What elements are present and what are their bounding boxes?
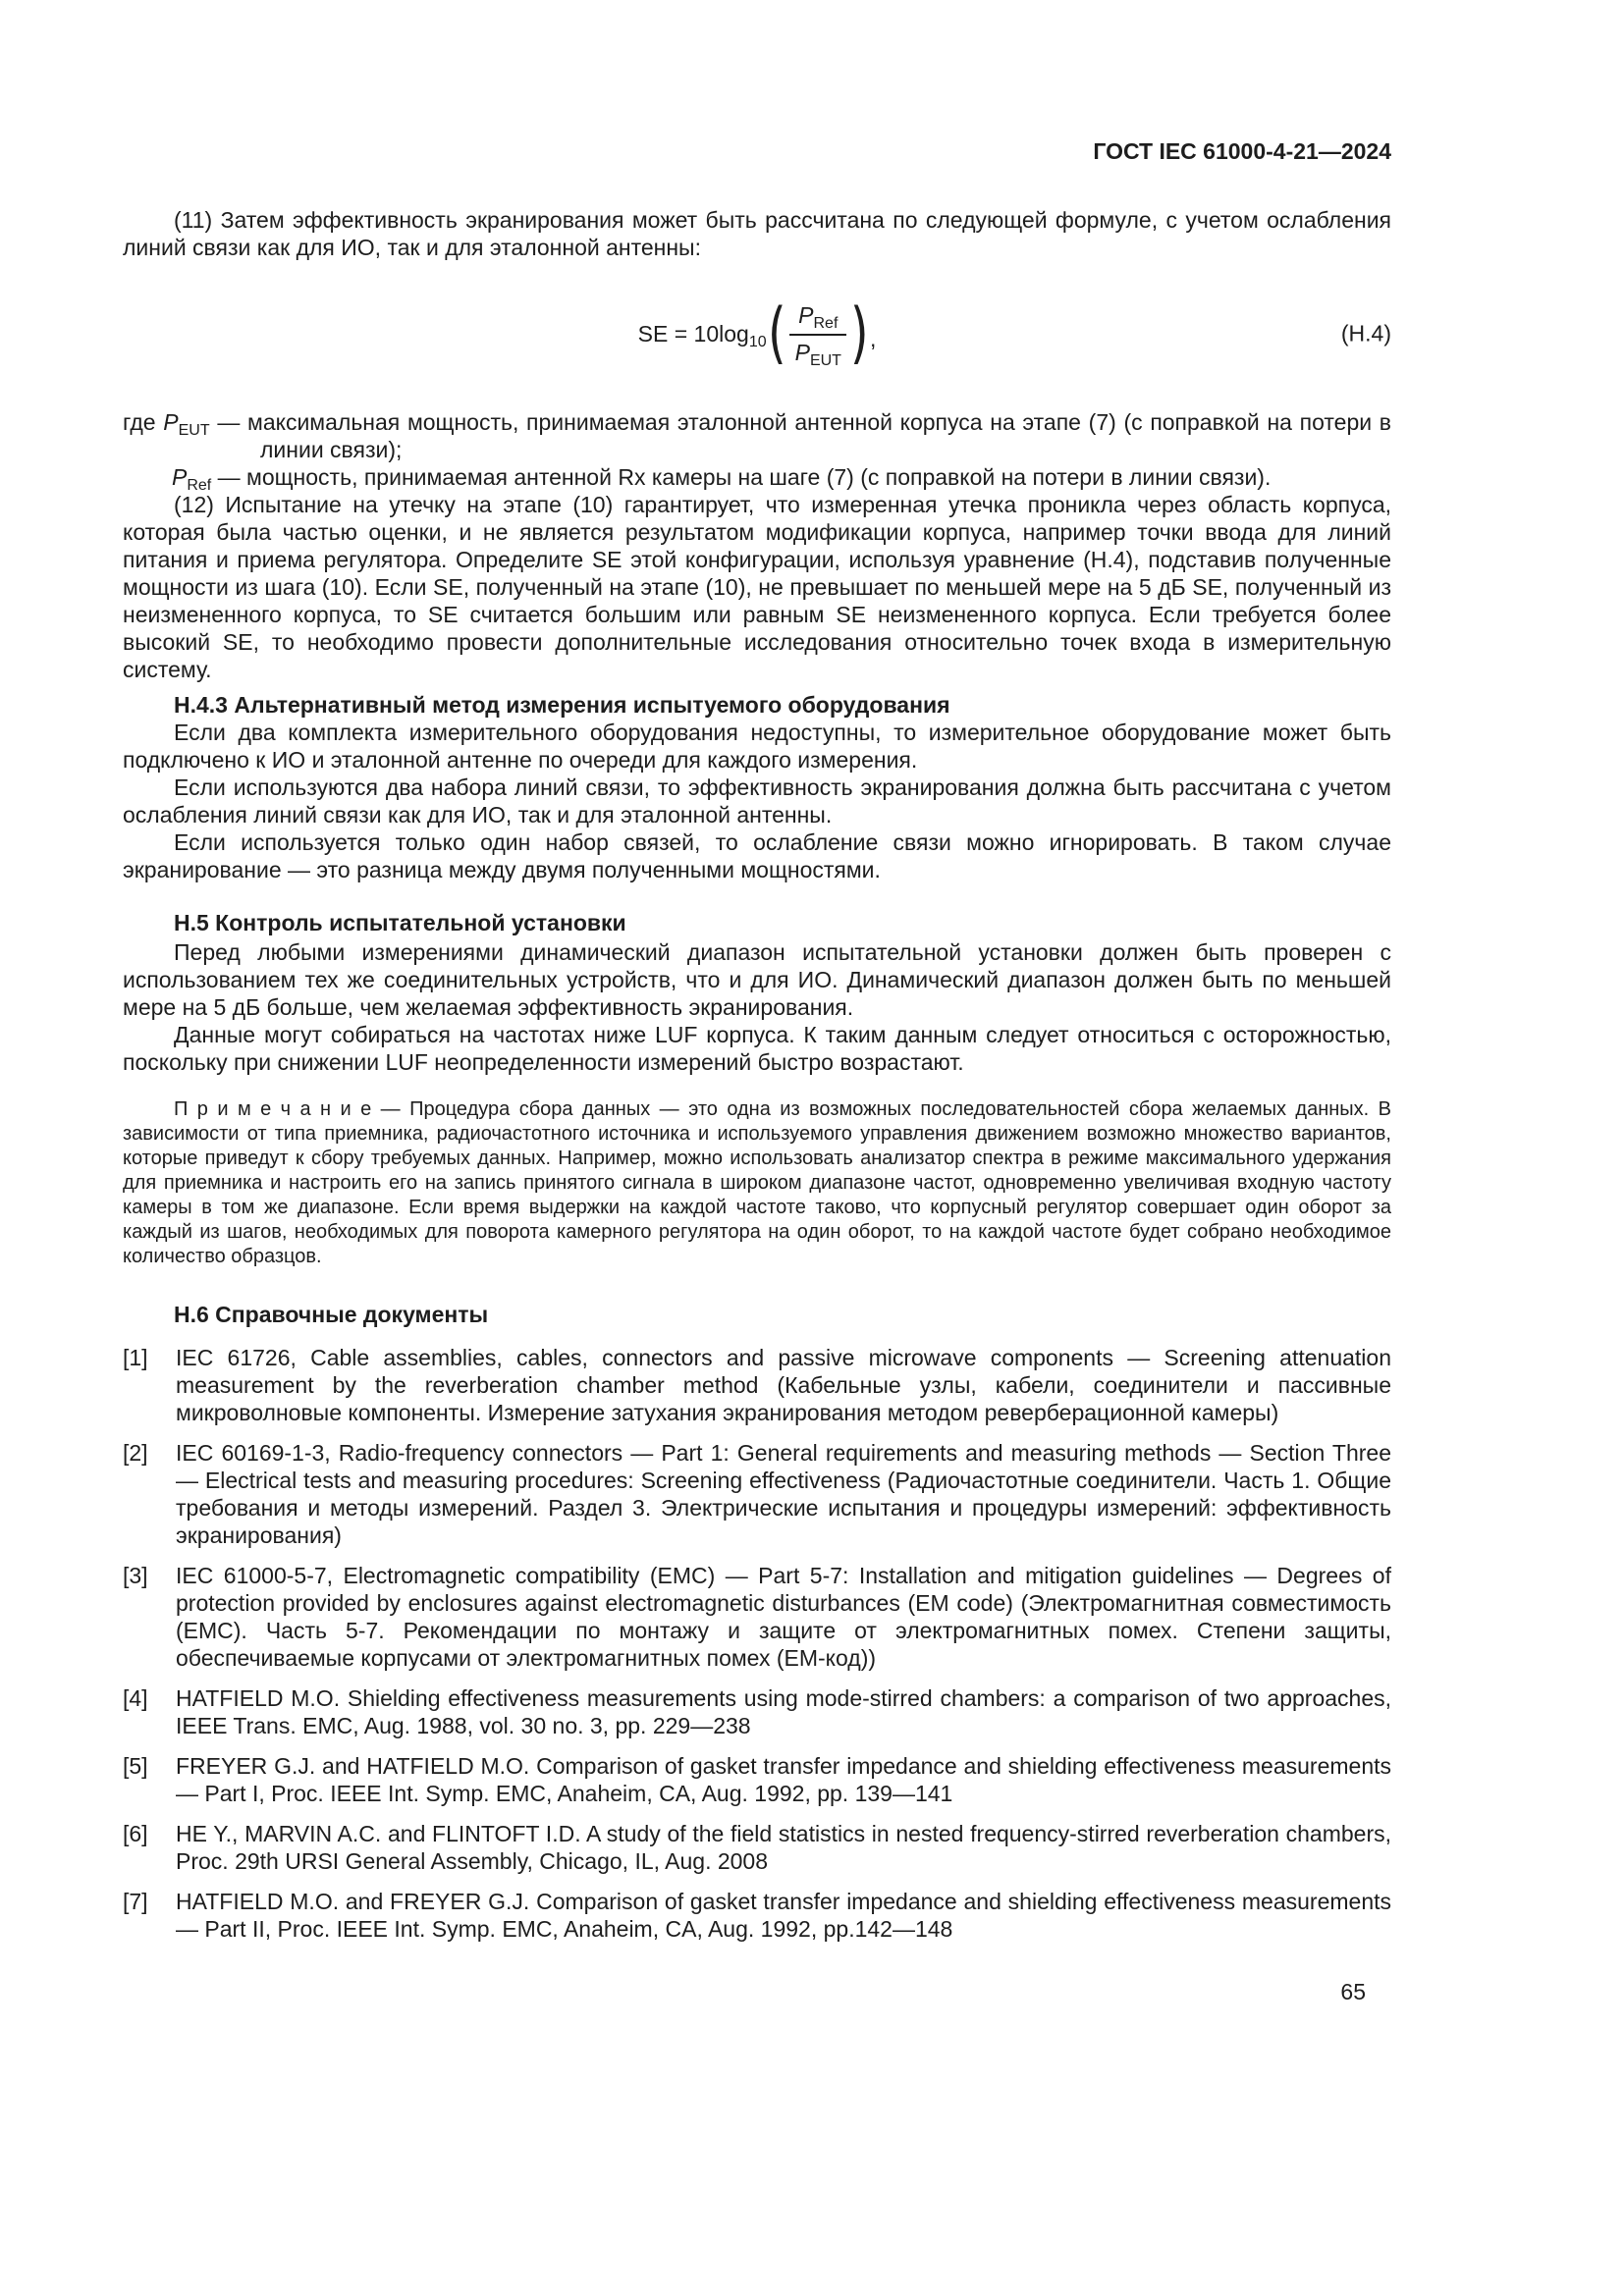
reference-number: [5] xyxy=(123,1753,148,1779)
reference-item-6 xyxy=(123,1820,1391,1875)
paragraph-h443-c: Если используется только один набор связей, то ослабление связи можно игнорировать. В таком случае экранирование — это разница между двумя полученными мощностями. xyxy=(123,829,1391,882)
paragraph-step-12: (12) Испытание на утечку на этапе (10) гарантирует, что измеренная утечка проникла через область корпуса, которая была частью оценки, и не является результатом модификации корпуса, например точки ввода для линий питания и приема регулятора. Определите SE этой конфигурации, используя уравнение (Н.4), подставив полученные мощности из шага (10). Если SE, полученный на этапе (10), не превышает по меньшей мере на 5 дБ SE, полученный из неизмененного корпуса, то SE считается большим или равным SE неизмененного корпуса. Если требуется более высокий SE, то необходимо провести дополнительные исследования относительно точек входа в измерительную систему. xyxy=(123,492,1391,682)
reference-text: IEC 61726, Cable assemblies, cables, connectors and passive microwave components — Screening attenuation measurement by the reverberation chamber method (Кабельные узлы, кабели, соединители и пассивные микроволновые компоненты. Измерение затухания экранирования методом реверберационной камеры) xyxy=(176,1345,1391,1425)
document-header-title: ГОСТ IEC 61000-4-21—2024 xyxy=(1093,138,1391,164)
note-paragraph: П р и м е ч а н и е — Процедура сбора данных — это одна из возможных последовательностей сбора желаемых данных. В зависимости от типа приемника, радиочастотного источника и используемого управления движением возможно множество вариантов, которые приведут к сбору требуемых данных. Например, можно использовать анализатор спектра в режиме максимального удержания для приемника и настроить его на запись принятого сигнала в широком диапазоне частот, одновременно увеличивая входную частоту камеры в том же диапазоне. Если время выдержки на каждой частоте таково, что корпусный регулятор совершает один оборот за каждый из шагов, необходимых для поворота камерного регулятора на один оборот, то на каждой частоте будет собрано необходимое количество образцов. xyxy=(123,1098,1391,1267)
fraction-numerator xyxy=(789,302,846,336)
variable-p-eut-subscript: EUT xyxy=(178,422,210,439)
reference-text: IEC 60169-1-3, Radio-frequency connectors — Part 1: General requirements and measuring methods — Section Three — Electrical tests and measuring procedures: Screening effectiveness (Радиочастотные соединители. Часть 1. Общие требования и методы измерений. Раздел 3. Электрические испытания и процедуры измерений: эффективность экранирования) xyxy=(176,1440,1391,1548)
reference-number: [1] xyxy=(123,1345,148,1370)
formula-lhs-text: SE = 10log xyxy=(637,320,749,347)
variable-p-eut: P xyxy=(163,409,179,435)
numerator-subscript: Ref xyxy=(813,314,839,332)
formula-log-base: 10 xyxy=(748,333,767,350)
where-pref-text: — мощность, принимаемая антенной Rx камеры на шаге (7) (с поправкой на потери в линии связи). xyxy=(217,464,1272,490)
reference-text: HATFIELD M.O. Shielding effectiveness measurements using mode-stirred chambers: a comparison of two approaches, IEEE Trans. EMC, Aug. 1988, vol. 30 no. 3, pp. 229—238 xyxy=(176,1685,1391,1738)
heading-h6: Н.6 Справочные документы xyxy=(174,1302,489,1327)
variable-p-ref-subscript: Ref xyxy=(187,477,212,494)
heading-h4-4-3: Н.4.3 Альтернативный метод измерения испытуемого оборудования xyxy=(174,692,950,718)
reference-number: [6] xyxy=(123,1821,148,1846)
formula-block xyxy=(123,283,1391,385)
denominator-subscript: EUT xyxy=(809,351,841,369)
reference-number: [7] xyxy=(123,1889,148,1914)
reference-item-5 xyxy=(123,1752,1391,1807)
reference-item-2 xyxy=(123,1439,1391,1549)
reference-number: [3] xyxy=(123,1563,148,1588)
reference-text: HE Y., MARVIN A.C. and FLINTOFT I.D. A study of the field statistics in nested frequency-stirred reverberation chambers, Proc. 29th URSI General Assembly, Chicago, IL, Aug. 2008 xyxy=(176,1821,1391,1874)
where-definition-peut xyxy=(123,408,1391,463)
formula-fraction xyxy=(789,301,846,369)
reference-list xyxy=(123,1344,1391,1943)
formula-number: (Н.4) xyxy=(1340,320,1391,347)
reference-item-1 xyxy=(123,1344,1391,1426)
reference-item-3 xyxy=(123,1562,1391,1672)
document-page xyxy=(123,0,1391,2005)
paragraph-h5-a: Перед любыми измерениями динамический диапазон испытательной установки должен быть проверен с использованием тех же соединительных устройств, что и для ИО. Динамический диапазон должен быть по меньшей мере на 5 дБ больше, чем желаемая эффективность экранирования. xyxy=(123,939,1391,1020)
heading-h5: Н.5 Контроль испытательной установки xyxy=(174,910,626,935)
reference-number: [2] xyxy=(123,1440,148,1466)
paragraph-h5-b: Данные могут собираться на частотах ниже LUF корпуса. К таким данным следует относиться с осторожностью, поскольку при снижении LUF неопределенности измерений быстро возрастают. xyxy=(123,1022,1391,1075)
paragraph-h443-a: Если два комплекта измерительного оборудования недоступны, то измерительное оборудование может быть подключено к ИО и эталонной антенне по очереди для каждого измерения. xyxy=(123,720,1391,773)
where-peut-text: — максимальная мощность, принимаемая эталонной антенной корпуса на этапе (7) (с поправкой на потери в линии связи); xyxy=(217,409,1392,462)
paragraph-step-11: (11) Затем эффективность экранирования может быть рассчитана по следующей формуле, с учетом ослабления линий связи как для ИО, так и для эталонной антенны: xyxy=(123,207,1391,260)
reference-text: IEC 61000-5-7, Electromagnetic compatibility (EMC) — Part 5-7: Installation and mitigation guidelines — Degrees of protection provided by enclosures against electromagnetic disturbances (EM code) (Электромагнитная совместимость (EMC). Часть 5-7. Рекомендации по монтажу и защите от электромагнитных помех. Степени защиты, обеспечиваемые корпусами от электромагнитных помех (EM-код)) xyxy=(176,1563,1391,1671)
reference-text: FREYER G.J. and HATFIELD M.O. Comparison of gasket transfer impedance and shielding effectiveness measurements — Part I, Proc. IEEE Int. Symp. EMC, Anaheim, CA, Aug. 1992, pp. 139—141 xyxy=(176,1753,1391,1806)
variable-p-ref: P xyxy=(172,464,188,490)
reference-number: [4] xyxy=(123,1685,148,1711)
fraction-denominator xyxy=(794,336,841,369)
where-definition-pref xyxy=(123,463,1391,494)
reference-item-4 xyxy=(123,1684,1391,1739)
reference-text: HATFIELD M.O. and FREYER G.J. Comparison of gasket transfer impedance and shielding effectiveness measurements — Part II, Proc. IEEE Int. Symp. EMC, Anaheim, CA, Aug. 1992, pp.142—148 xyxy=(176,1889,1391,1942)
numerator-variable: P xyxy=(798,301,814,328)
reference-item-7 xyxy=(123,1888,1391,1943)
where-lead: где xyxy=(123,409,156,435)
right-parenthesis: ) xyxy=(850,294,869,372)
formula-shielding-effectiveness xyxy=(637,294,877,372)
left-parenthesis: ( xyxy=(767,294,786,372)
page-number: 65 xyxy=(1340,1979,1366,2004)
formula-lhs xyxy=(637,320,767,350)
denominator-variable: P xyxy=(794,339,810,365)
formula-comma: , xyxy=(869,325,877,351)
paragraph-h443-b: Если используются два набора линий связи, то эффективность экранирования должна быть рассчитана с учетом ослабления линий связи как для ИО, так и для эталонной антенны. xyxy=(123,774,1391,828)
